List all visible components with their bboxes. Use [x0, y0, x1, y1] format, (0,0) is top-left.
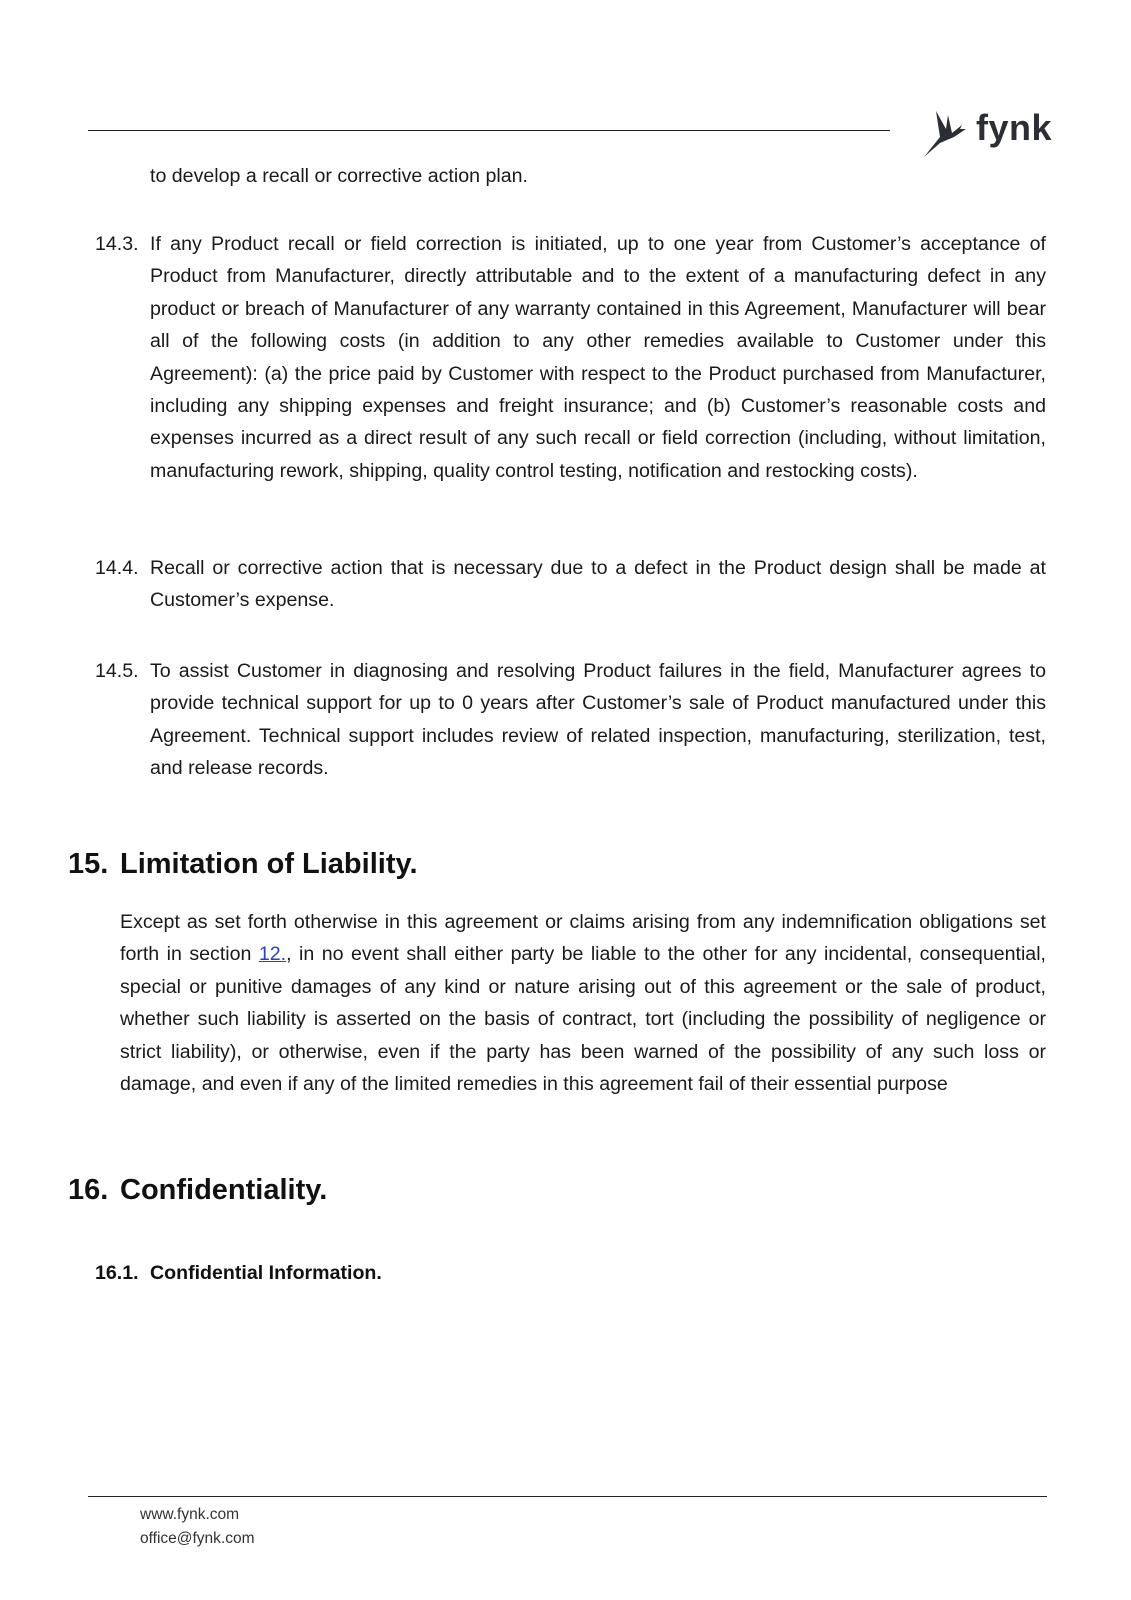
- item-number: 14.5.: [95, 660, 139, 682]
- subsection-heading-16-1: [95, 1262, 382, 1285]
- section-title: Limitation of Liability.: [120, 848, 418, 880]
- section-12-link[interactable]: 12.: [258, 943, 287, 966]
- section-heading-15: [68, 848, 418, 881]
- continuation-text: to develop a recall or corrective action plan.: [150, 165, 528, 187]
- footer-website: www.fynk.com: [140, 1506, 240, 1523]
- bird-logo-icon: [918, 107, 974, 159]
- section-title: Confidentiality.: [120, 1174, 328, 1206]
- section-15-text: [120, 906, 1046, 1100]
- item-text: If any Product recall or field correction is initiated, up to one year from Customer’s acceptance of Product from Manufacturer, directly attributable and to the extent of a manufacturing defect in any product or breach of Manufacturer of any warranty contained in this Agreement, Manufacturer will bear all of the following costs (in addition to any other remedies available to Customer under this Agreement): (a) the price paid by Customer with respect to the Product purchased from Manufacturer, including any shipping expenses and freight insurance; and (b) Customer’s reasonable costs and expenses incurred as a direct result of any such recall or field correction (including, without limitation, manufacturing rework, shipping, quality control testing, notification and restocking costs).: [150, 233, 1046, 482]
- item-text: Recall or corrective action that is necessary due to a defect in the Product design shall be made at Customer’s expense.: [150, 557, 1046, 612]
- item-text: To assist Customer in diagnosing and resolving Product failures in the field, Manufacturer agrees to provide technical support for up to 0 years after Customer’s sale of Product manufactured under this Agreement. Technical support includes review of related inspection, manufacturing, sterilization, test, and release records.: [150, 660, 1046, 780]
- subsection-title: Confidential Information.: [150, 1262, 382, 1284]
- item-number: 14.4.: [95, 557, 139, 579]
- section-heading-16: [68, 1174, 327, 1207]
- brand-logo: [918, 105, 1053, 160]
- section-text-part: , in no event shall either party be liable to the other for any incidental, consequential, special or punitive damages of any kind or nature arising out of this agreement or the sale of product, whether such liability is asserted on the basis of contract, tort (including the possibility of negligence or strict liability), or otherwise, even if the party has been warned of the possibility of any such loss or damage, and even if any of the limited remedies in this agreement fail of their essential purpose: [120, 943, 1046, 1096]
- section-number: 15.: [68, 848, 109, 880]
- brand-name: fynk: [976, 107, 1053, 148]
- subsection-number: 16.1.: [95, 1262, 139, 1284]
- header-rule: [88, 130, 890, 131]
- section-number: 16.: [68, 1174, 109, 1206]
- item-number: 14.3.: [95, 233, 139, 255]
- footer-email: office@fynk.com: [140, 1530, 255, 1547]
- section-text-part: Except as set forth otherwise in this agreement or claims arising from any indemnification obligations set forth in section: [120, 911, 1046, 966]
- footer-rule: [88, 1496, 1047, 1497]
